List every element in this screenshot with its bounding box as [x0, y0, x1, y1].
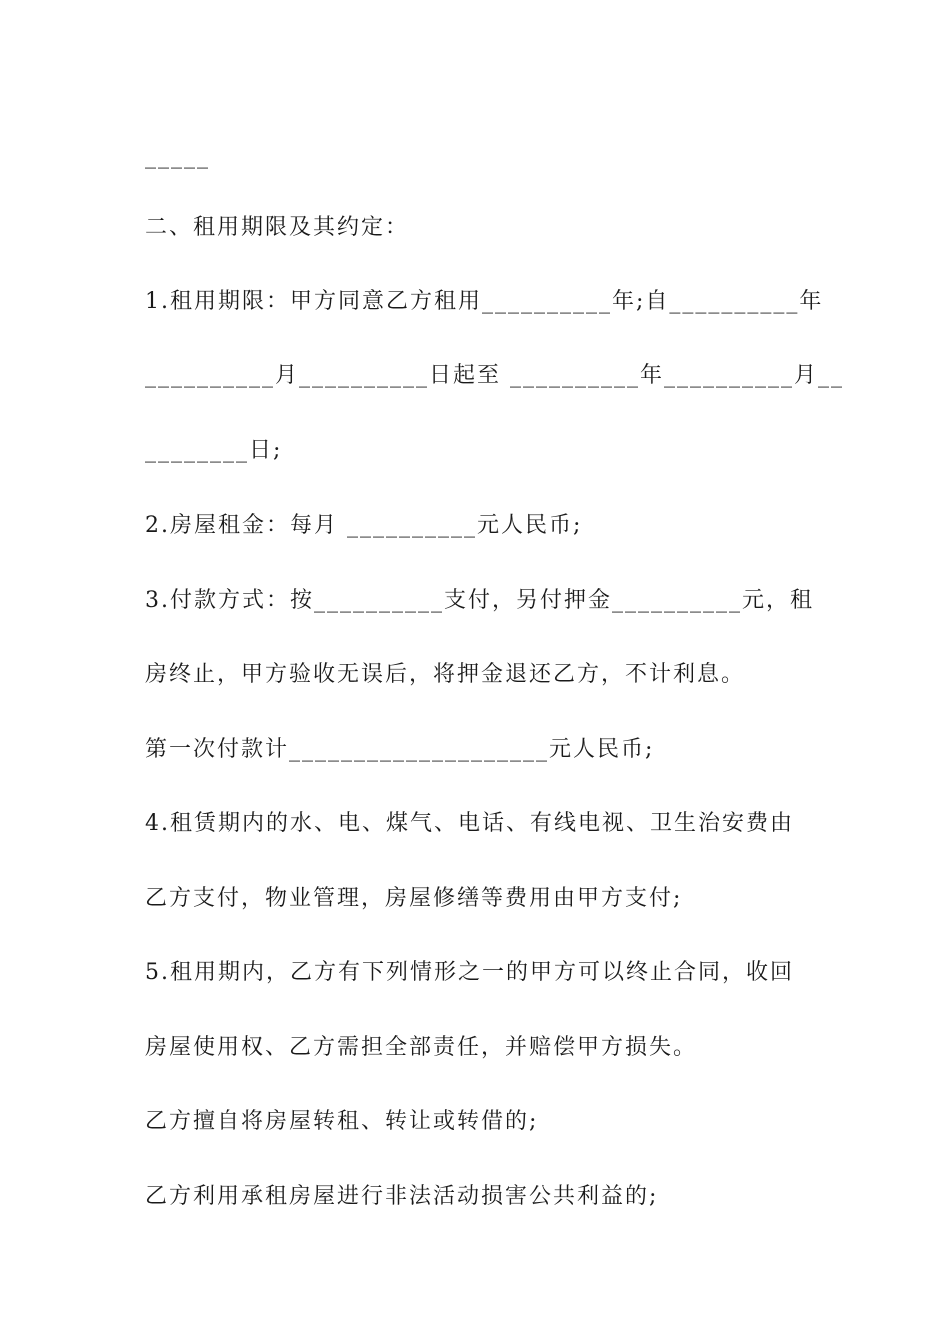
- clause-5-line-1: 5.租用期内，乙方有下列情形之一的甲方可以终止合同，收回: [145, 960, 794, 985]
- clause-3-line-2: 房终止，甲方验收无误后，将押金退还乙方，不计利息。: [145, 662, 746, 687]
- clause-1-line-3: ________日;: [145, 438, 283, 463]
- first-payment: 第一次付款计____________________元人民币;: [145, 737, 655, 762]
- clause-5-line-2: 房屋使用权、乙方需担全部责任，并赔偿甲方损失。: [145, 1035, 698, 1060]
- clause-5-item-1: 乙方擅自将房屋转租、转让或转借的;: [145, 1109, 539, 1134]
- blank-underline: _____: [145, 144, 210, 169]
- clause-3-line-1: 3.付款方式：按__________支付，另付押金__________元，租: [145, 588, 814, 613]
- clause-5-item-2: 乙方利用承租房屋进行非法活动损害公共利益的;: [145, 1184, 659, 1209]
- section-heading: 二、租用期限及其约定：: [145, 215, 410, 240]
- clause-1-line-2: __________月__________日起至 __________年__________月__: [145, 363, 844, 388]
- clause-4-line-2: 乙方支付，物业管理，房屋修缮等费用由甲方支付;: [145, 886, 683, 911]
- clause-2: 2.房屋租金：每月 __________元人民币;: [145, 513, 583, 538]
- clause-4-line-1: 4.租赁期内的水、电、煤气、电话、有线电视、卫生治安费由: [145, 811, 794, 836]
- clause-1-line-1: 1.租用期限：甲方同意乙方租用__________年;自__________年: [145, 289, 824, 314]
